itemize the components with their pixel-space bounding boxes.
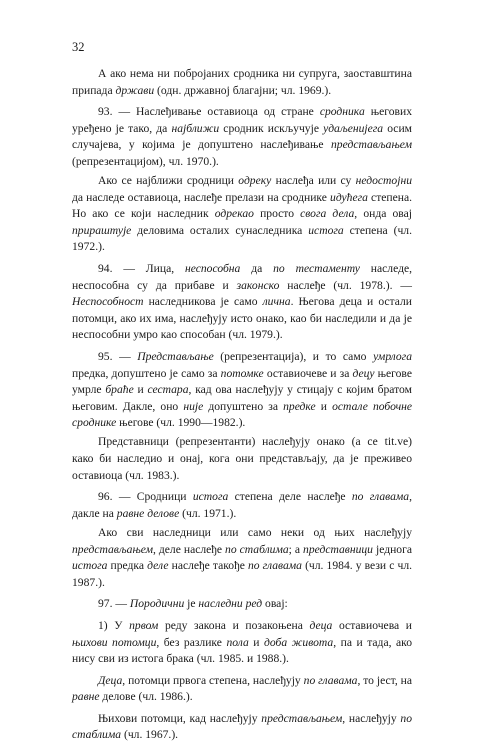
italic-text-run: истога	[308, 223, 344, 237]
italic-text-run: предке	[283, 399, 316, 413]
italic-text-run: првом	[129, 618, 159, 632]
text-run: овај:	[262, 597, 288, 611]
text-run: предка	[107, 559, 148, 573]
text-run: . Његова деца и остали потомци, ако их има, наслеђују исто онако, као би наследили и да је неспособни умро као способан (чл. 1979.).	[72, 295, 412, 342]
text-run: и	[248, 635, 264, 649]
italic-text-run: по главама	[303, 673, 358, 687]
italic-text-run: Представљање	[137, 350, 214, 363]
italic-text-run: недостојни	[355, 174, 412, 188]
text-run: допуштено за	[203, 399, 284, 413]
text-run: његове умрле	[72, 366, 412, 397]
italic-text-run: свога дела	[300, 207, 355, 221]
italic-text-run: сродника	[319, 105, 365, 119]
text-run: (чл. 1984. у вези с чл. 1987.).	[72, 559, 412, 589]
italic-text-run: потомке	[220, 366, 264, 380]
italic-text-run: законско	[236, 278, 280, 292]
text-run: , деле наслеђе	[153, 542, 226, 556]
text-run: његове (чл. 1990—1982.).	[116, 416, 246, 430]
text-run: , наслеђују	[342, 711, 401, 725]
italic-text-run: одреку	[238, 174, 272, 188]
italic-text-run: по тестаменту	[273, 262, 360, 276]
text-run: , кад ова наслеђују у стицају с којим братом његовим. Дакле, оно	[72, 383, 412, 413]
italic-text-run: неспособна	[184, 262, 241, 276]
text-run: наслеђе (чл. 1978.). —	[279, 278, 412, 292]
text-run: предка, допуштено је само за	[72, 366, 221, 380]
italic-text-run: истога	[72, 559, 108, 573]
text-run: деловима осталих сунаследника	[131, 223, 309, 237]
italic-text-run: браће	[105, 383, 134, 397]
italic-text-run: представљањем	[331, 138, 412, 152]
paragraph	[72, 349, 412, 432]
text-run: , онда овај	[354, 207, 412, 221]
text-run: и	[315, 399, 333, 413]
text-run: да наследе оставиоца, наслеђе прелази на сроднике	[72, 190, 331, 204]
text-run: наслеђа или су	[271, 174, 356, 188]
italic-text-run: представљањем	[261, 711, 343, 725]
italic-text-run: удаљенијега	[323, 121, 384, 135]
italic-text-run: равне делове	[116, 506, 180, 520]
text-run: , потомци првога степена, наслеђују	[122, 673, 304, 687]
paragraph	[72, 489, 412, 522]
text-run: 94. — Лица,	[98, 262, 185, 276]
text-run: наследникова је само	[143, 295, 263, 309]
text-run: степена. Но ако се који наследник	[72, 190, 413, 221]
italic-text-run: наследни ред	[198, 597, 263, 611]
text-run: 93. — Наслеђивање оставиоца од стране	[98, 105, 320, 119]
italic-text-run: доба живота	[263, 635, 334, 649]
italic-text-run: по главама	[247, 559, 302, 573]
text-run: оставиочева и	[332, 618, 412, 632]
italic-text-run: равне	[72, 690, 100, 704]
text-run: сродник искључује	[219, 121, 324, 135]
text-run: наследе, неспособна су да прибаве и	[72, 262, 413, 292]
italic-text-run: децу	[352, 366, 375, 380]
text-run: његових уређено је тако, да	[72, 105, 413, 135]
text-run: да	[240, 262, 274, 276]
text-run: осим случајева, у којима је допуштено наслеђивање	[72, 121, 412, 152]
italic-text-run: представници	[303, 542, 373, 556]
italic-text-run: њихови потомци	[72, 635, 157, 649]
italic-text-run: најближи	[171, 121, 220, 135]
text-run: 97. —	[98, 597, 130, 611]
text-run: степена (чл. 1972.).	[72, 223, 412, 254]
text-run: Њихови потомци, кад наслеђују	[98, 711, 262, 725]
italic-text-run: држави	[115, 83, 155, 97]
italic-text-run: одрекао	[214, 207, 254, 221]
italic-text-run: по главама	[351, 490, 410, 504]
paragraph	[72, 261, 412, 344]
text-run: ; а	[288, 542, 304, 556]
text-run: (чл. 1967.).	[121, 728, 179, 742]
text-run: , дакле на	[72, 490, 412, 520]
paragraph	[72, 434, 412, 484]
italic-text-run: прираштује	[72, 223, 132, 237]
page-number: 32	[72, 40, 85, 54]
italic-text-run: по стаблима	[72, 711, 412, 742]
paragraph	[72, 673, 412, 706]
italic-text-run: умрлога	[373, 350, 412, 363]
text-run: (чл. 1971.).	[179, 506, 237, 520]
paragraph	[72, 104, 412, 170]
text-run: просто	[253, 207, 301, 221]
paragraph	[72, 596, 412, 613]
text-run: (репрезентација), и то само	[213, 350, 374, 363]
paragraph	[72, 173, 412, 256]
italic-text-run: представљањем	[72, 542, 153, 556]
text-run: Ако сви наследници или само неки од њих наслеђују	[98, 525, 412, 539]
italic-text-run: Неспособност	[72, 295, 144, 309]
italic-text-run: није	[183, 399, 204, 413]
text-run: А ако нема ни побројаних сродника ни супруга, заоставштина припада	[72, 67, 412, 97]
text-run: оставиочеве и за	[263, 366, 353, 380]
italic-text-run: пола	[226, 635, 249, 649]
italic-text-run: Деца	[98, 673, 123, 687]
text-run: је	[184, 597, 199, 611]
text-run: 96. — Сродници	[98, 490, 193, 504]
italic-text-run: деле	[147, 559, 169, 573]
text-run: Представници (репрезентанти) наслеђују онако (а се tit.ve) како би наследио и онај, кога они представљају, да је преживео оставиоца (чл. 1983.).	[72, 435, 412, 482]
text-run: наслеђе такође	[168, 559, 248, 573]
italic-text-run: истога	[192, 490, 229, 504]
paragraph	[72, 66, 412, 99]
text-run: 1) У	[98, 618, 130, 632]
text-run: и	[133, 383, 148, 397]
text-run: делове (чл. 1986.).	[99, 690, 193, 704]
paragraph	[72, 618, 412, 668]
italic-text-run: деца	[309, 618, 333, 632]
text-run: (одн. државној благајни; чл. 1969.).	[154, 83, 332, 97]
italic-text-run: лична	[262, 295, 291, 309]
page-body	[72, 66, 412, 747]
paragraph	[72, 711, 412, 744]
text-run: 95. —	[98, 350, 138, 363]
paragraph	[72, 525, 412, 591]
text-run: , без разлике	[156, 635, 227, 649]
italic-text-run: идућега	[330, 190, 368, 204]
text-run: , то јест, на	[357, 673, 413, 687]
italic-text-run: Породични	[129, 597, 185, 611]
text-run: степена деле наслеђе	[228, 490, 352, 504]
text-run: једнога	[372, 542, 412, 556]
text-run: реду закона и позакоњена	[158, 618, 310, 632]
text-run: (репрезентацијом), чл. 1970.).	[72, 154, 219, 168]
italic-text-run: по стаблима	[225, 542, 289, 556]
text-run: , па и тада, ако нису сви из истога брака (чл. 1985. и 1988.).	[72, 635, 412, 666]
italic-text-run: остале побочне сроднике	[72, 399, 412, 430]
text-run: Ако се најближи сродници	[98, 174, 239, 188]
italic-text-run: сестара	[147, 383, 189, 397]
